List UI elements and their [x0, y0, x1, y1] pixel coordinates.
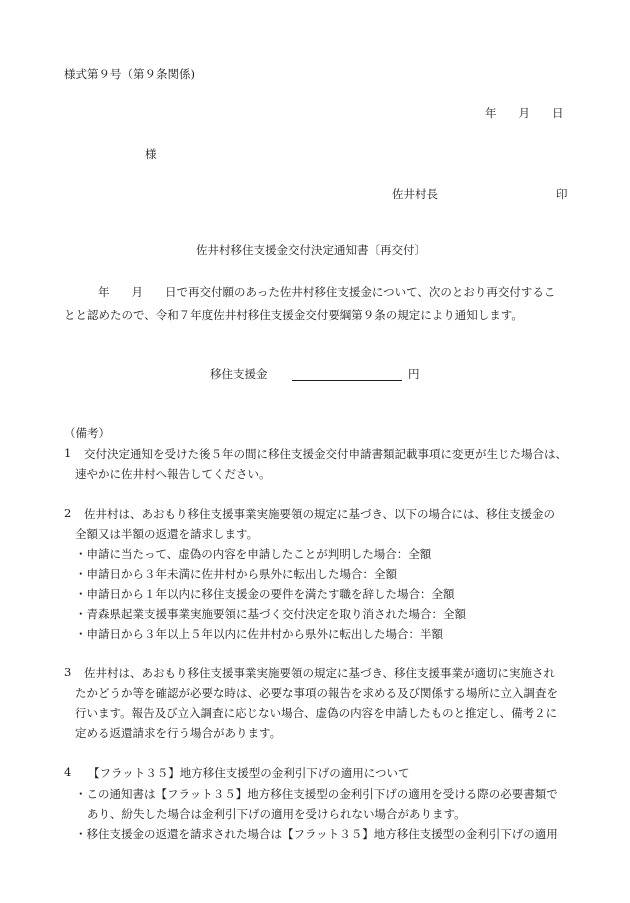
note-3-line-1: 佐井村は、あおもり移住支援事業実施要領の規定に基づき、移住支援事業が適切に実施され — [84, 666, 556, 680]
intro-text-1: 日で再交付願のあった佐井村移住支援金について、次のとおり再交付するこ — [165, 285, 556, 299]
addressee-suffix: 様 — [145, 147, 157, 161]
date-day: 日 — [552, 106, 564, 120]
note-2-line-1: 佐井村は、あおもり移住支援事業実施要領の規定に基づき、以下の場合には、移住支援金の — [84, 507, 556, 521]
note-3-line-2: たかどうか等を確認が必要な時は、必要な事項の報告を求める及び関係する場所に立入調査を — [75, 686, 558, 700]
amount-unit: 円 — [408, 367, 420, 381]
amount-blank-line — [292, 379, 402, 381]
note-3-number: 3 — [64, 665, 72, 679]
sender-title: 佐井村長 — [392, 187, 438, 201]
date-year: 年 — [485, 106, 497, 120]
note-4-heading: 【フラット３５】地方移住支援型の金利引下げの適用について — [88, 766, 410, 780]
note-1-line-2: 速やかに佐井村へ報告してください。 — [75, 467, 271, 481]
date-line — [485, 105, 564, 121]
note-2-item-2: ・申請日から３年未満に佐井村から県外に転出した場合：全額 — [75, 567, 397, 581]
note-3-line-3: 行います。報告及び立入調査に応じない場合、虚偽の内容を申請したものと推定し、備考２に — [75, 706, 558, 720]
intro-line-2: とと認めたので、令和７年度佐井村移住支援金交付要綱第９条の規定により通知します。 — [64, 308, 523, 322]
date-month: 月 — [518, 106, 530, 120]
notes-heading: （備考） — [64, 426, 110, 440]
intro-line-1 — [98, 284, 555, 300]
note-4-bullet-2-line-1: ・移住支援金の返還を請求された場合は【フラット３５】地方移住支援型の金利引下げの適用 — [75, 827, 558, 841]
note-2-item-5: ・申請日から３年以上５年以内に佐井村から県外に転出した場合：半額 — [75, 627, 443, 641]
note-2-line-2: 全額又は半額の返還を請求します。 — [75, 527, 259, 541]
note-3-line-4: 定める返還請求を行う場合があります。 — [75, 726, 282, 740]
intro-year: 年 — [98, 285, 110, 299]
intro-month: 月 — [131, 285, 143, 299]
note-2-item-4: ・青森県起業支援事業実施要領に基づく交付決定を取り消された場合：全額 — [75, 607, 466, 621]
seal-mark: 印 — [556, 187, 568, 201]
note-4-bullet-1-line-1: ・この通知書は【フラット３５】地方移住支援型の金利引下げの適用を受ける際の必要書類で — [75, 787, 558, 801]
note-1-line-1: 交付決定通知を受けた後５年の間に移住支援金交付申請書類記載事項に変更が生じた場合は、 — [84, 447, 567, 461]
note-2-item-3: ・申請日から１年以内に移住支援金の要件を満たす職を辞した場合：全額 — [75, 587, 455, 601]
note-4-number: 4 — [64, 765, 72, 779]
note-4-bullet-1-line-2: あり、紛失した場合は金利引下げの適用を受けられない場合があります。 — [87, 807, 466, 821]
note-1-number: 1 — [64, 446, 72, 460]
note-2-item-1: ・申請に当たって、虚偽の内容を申請したことが判明した場合：全額 — [75, 547, 432, 561]
amount-label: 移住支援金 — [210, 367, 268, 381]
document-title: 佐井村移住支援金交付決定通知書〔再交付〕 — [196, 243, 426, 257]
form-number-label: 様式第９号（第９条関係) — [64, 67, 195, 81]
note-2-number: 2 — [64, 506, 72, 520]
